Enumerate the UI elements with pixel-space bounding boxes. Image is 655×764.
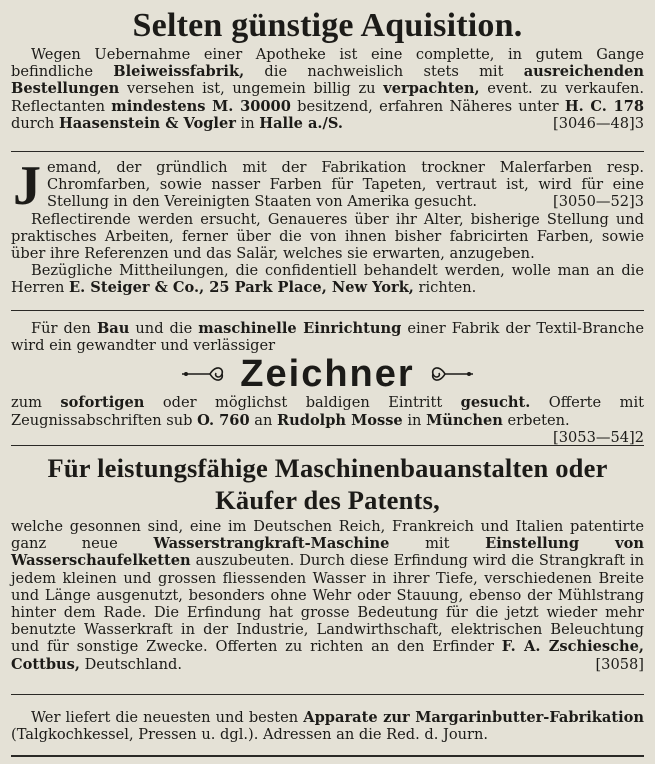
ad2-bold-address: E. Steiger & Co., 25 Park Place, New York, — [69, 279, 414, 297]
ad-bleiweissfabrik — [11, 0, 644, 151]
ad3-reference: [3053—54]2 — [553, 428, 644, 446]
ad4-bold-erfinder: F. A. Zschiesche, Cottbus, — [11, 638, 644, 673]
ad1-bold-agency: Haasenstein & Vogler — [58, 114, 236, 132]
ad4-text: Deutschland. — [79, 655, 183, 673]
ad3-text: einer Fabrik der Textil-Branche wird ein gewandter und verlässiger — [11, 320, 644, 355]
ad3-bold-city: München — [426, 411, 503, 429]
ad3-text: in — [402, 411, 427, 429]
ad2-reference: [3050—52]3 — [553, 193, 644, 211]
ad4-body — [11, 518, 644, 673]
ad4-text: welche gesonnen sind, eine im Deutschen Reich, Frankreich und Italien patentirte ganz neue — [11, 518, 644, 553]
ad3-headline-row — [11, 354, 644, 394]
ad4-bold-einstellung: Einstellung von Wasserschaufelketten — [11, 535, 644, 570]
ad3-bold-sofortigen: sofortigen — [60, 394, 145, 412]
ad3-text: an — [249, 411, 277, 429]
ad1-reference: [3046—48]3 — [553, 114, 644, 132]
ad2-text: emand, der gründlich mit der Fabrikation trockner Malerfarben resp. Chromfarben, sowie nasser Farben für Tapeten, vertraut ist, wird für eine Stellung in den Vereinigten Staaten von Amerika gesucht. — [47, 159, 644, 211]
ad1-text: durch — [11, 114, 59, 132]
divider-rule-double — [11, 755, 644, 757]
ad2-para1 — [11, 155, 644, 217]
ad1-text: event. zu verkaufen. Reflectanten — [11, 80, 644, 115]
ad1-body — [11, 46, 644, 132]
ad1-text: in — [235, 114, 260, 132]
ad1-text: die nachweislich stets mit — [244, 63, 524, 81]
ad1-title: Selten günstige Aquisition. — [132, 7, 523, 44]
ad3-text: Offerte mit Zeugnissabschriften sub — [11, 394, 644, 429]
ornament-left-icon — [180, 361, 226, 387]
ad1-bold-chiffre: H. C. 178 — [564, 97, 645, 115]
ad4-text: mit — [389, 535, 486, 553]
ad1-bold-bleiweissfabrik: Bleiweissfabrik, — [113, 63, 245, 81]
ad1-bold-city: Halle a./S. — [259, 114, 343, 132]
ad5-text: Wer liefert die neuesten und besten — [31, 709, 304, 726]
ornament-right-icon — [429, 361, 475, 387]
ad3-bold-gesucht: gesucht. — [460, 394, 531, 412]
ad5-bold-apparate: Apparate zur Margarinbutter-Fabrikation — [303, 709, 644, 726]
ad2-para3 — [11, 262, 644, 296]
ad2-text: Bezügliche Mittheilungen, die confidentiell behandelt werden, wolle man an die Herren — [11, 262, 644, 297]
ad1-text: versehen ist, ungemein billig zu — [119, 80, 384, 98]
ad5-body — [11, 709, 644, 743]
ad4-bold-maschine: Wasserstrangkraft-Maschine — [153, 535, 390, 553]
ad1-bold-mindestens: mindestens M. 30000 — [111, 97, 291, 115]
ad1-bold-verpachten: verpachten, — [383, 80, 480, 98]
ad3-text: zum — [11, 394, 61, 412]
ad5-text: (Talgkochkessel, Pressen u. dgl.). Adressen an die Red. d. Journ. — [11, 726, 489, 744]
ad3-bold-bau: Bau — [96, 320, 130, 337]
ad2-dropcap: J — [13, 155, 41, 217]
ad4-title-line1: Für leistungsfähige Maschinenbauanstalten oder — [47, 453, 608, 483]
ad3-headline: Zeichner — [240, 352, 415, 395]
ad3-intro — [11, 320, 644, 354]
ad3-text: erbeten. — [502, 411, 570, 429]
ad3-text: Für den — [31, 320, 97, 337]
ad3-bold-einrichtung: maschinelle Einrichtung — [198, 320, 402, 337]
ad4-title-line2: Käufer des Patents, — [215, 485, 440, 515]
ad3-text: oder möglichst baldigen Eintritt — [144, 394, 461, 412]
ad2-para2: Reflectirende werden ersucht, Genaueres über ihr Alter, bisherige Stellung und praktisches Arbeiten, ferner über die von ihnen bisher fabricirten Farben, sowie über ihre Referenzen und das Salär, welches sie erwarten, anzugeben. — [11, 210, 644, 263]
ad-wasserstrangkraft — [11, 446, 644, 694]
ad4-text: auszubeuten. Durch diese Erfindung wird die Strangkraft in jedem kleinen und grossen fliessenden Wasser in ihrer Tiefe, verschiedenen Breite und Länge ausgenutzt, besonders ohne Wehr oder Stauung, ebenso der Mühlstrang hinter dem Rade. Die Erfindung hat grosse Bedeutung für die jetzt wieder mehr benutzte Wasserkraft in der Industrie, Landwirthschaft, elektrischen Beleuchtung und für sonstige Zwecke. Offerten zu richten an den Erfinder — [11, 552, 644, 656]
ad3-body — [11, 394, 644, 446]
ad3-text: und die — [129, 320, 199, 337]
ad-margarinbutter — [11, 695, 644, 755]
ad-farben-stellung — [11, 152, 644, 310]
ad1-text: besitzend, erfahren Näheres unter — [290, 97, 565, 115]
ad2-text: richten. — [413, 279, 477, 297]
ad-zeichner — [11, 311, 644, 445]
ad3-bold-agency: Rudolph Mosse — [277, 411, 403, 429]
ad4-reference: [3058] — [595, 655, 644, 673]
ad3-bold-chiffre: O. 760 — [197, 411, 250, 429]
ad1-text: Wegen Uebernahme einer Apotheke ist eine complette, in gutem Gange befindliche — [11, 46, 644, 81]
ad1-bold-bestellungen: ausreichenden Bestellungen — [11, 63, 645, 98]
